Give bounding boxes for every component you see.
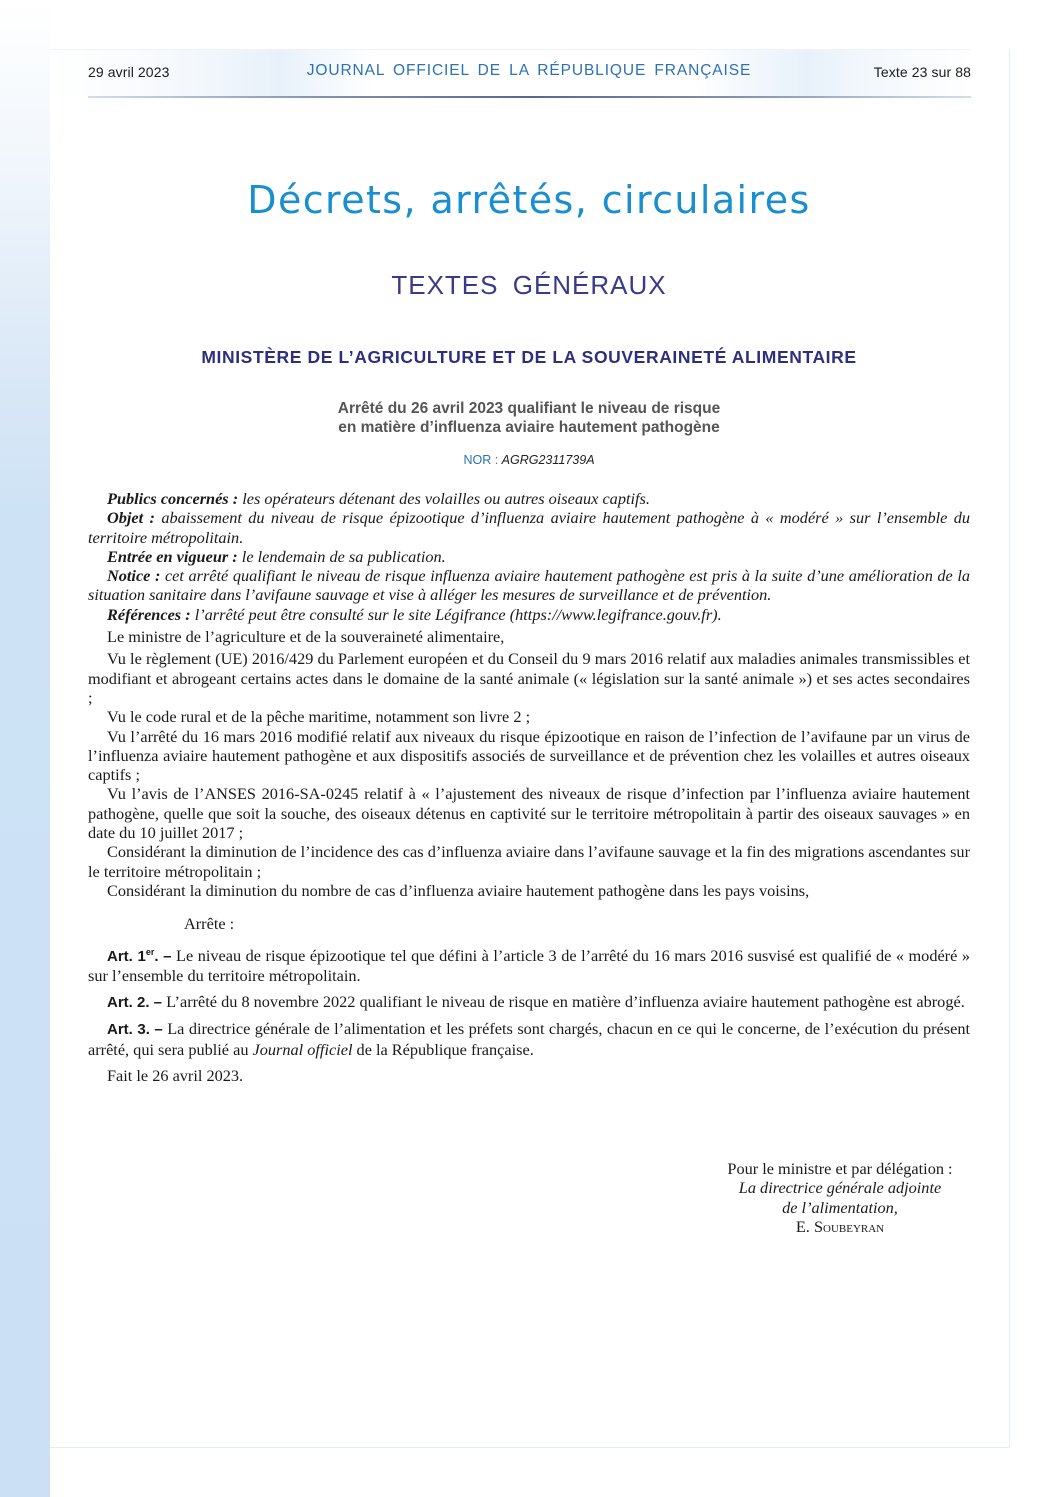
article-1 bbox=[88, 943, 970, 986]
decree-title-line-1: Arrêté du 26 avril 2023 qualifiant le niveau de risque bbox=[337, 400, 721, 417]
nor-reference bbox=[0, 453, 1058, 467]
summary-label: Entrée en vigueur : bbox=[107, 546, 238, 566]
signatory-initial: E. bbox=[795, 1216, 814, 1236]
page-reference: Texte 23 sur 88 bbox=[873, 64, 971, 80]
signature-line-1: Pour le ministre et par délégation : bbox=[727, 1159, 953, 1178]
preamble-paragraph: Vu le code rural et de la pêche maritime, notamment son livre 2 ; bbox=[107, 707, 531, 727]
article-label bbox=[107, 948, 171, 965]
sub-title: TEXTES GÉNÉRAUX bbox=[391, 270, 667, 300]
article-2 bbox=[88, 992, 970, 1012]
article-dash: . – bbox=[154, 947, 172, 965]
journal-officiel-italic: Journal officiel bbox=[252, 1039, 353, 1059]
signature-line-2: La directrice générale adjointe bbox=[738, 1178, 942, 1198]
preamble-paragraph: Vu l’avis de l’ANSES 2016-SA-0245 relatif à « l’ajustement des niveaux de risque d’infection par l’influenza aviaire hautement pathogène, quelle que soit la souche, des oiseaux détenus en captivité sur le territoire métropolitain à partir des oiseaux sauvages » en date du 10 juillet 2017 ; bbox=[88, 784, 970, 843]
article-text: L’arrêté du 8 novembre 2022 qualifiant le niveau de risque en matière d’influenza aviaire hautement pathogène est abrogé. bbox=[162, 992, 965, 1012]
header-divider bbox=[88, 96, 971, 98]
left-margin-band bbox=[0, 0, 50, 1497]
summary-item bbox=[88, 566, 970, 605]
summary-text: l’arrêté peut être consulté sur le site Légifrance (https://www.legifrance.gouv.fr). bbox=[190, 604, 722, 624]
decree-title bbox=[0, 399, 1058, 437]
article-text-end: de la République française. bbox=[352, 1039, 534, 1059]
article-dash: . – bbox=[145, 1021, 163, 1039]
preamble-paragraph: Considérant la diminution de l’incidence des cas d’influenza aviaire dans l’avifaune sauvage et la fin des migrations ascendantes sur le territoire métropolitain ; bbox=[88, 842, 970, 881]
ministry-heading: MINISTÈRE DE L’AGRICULTURE ET DE LA SOUVERAINETÉ ALIMENTAIRE bbox=[201, 347, 857, 367]
summary-text: les opérateurs détenant des volailles ou autres oiseaux captifs. bbox=[238, 489, 650, 508]
done-at: Fait le 26 avril 2023. bbox=[107, 1066, 244, 1086]
preamble-paragraph: Vu l’arrêté du 16 mars 2016 modifié relatif aux niveaux du risque épizootique en raison de l’infection de l’avifaune par un virus de l’influenza aviaire hautement pathogène et aux dispositifs associés de surveillance et de prévention chez les volailles et autres oiseaux captifs ; bbox=[88, 726, 970, 785]
article-superscript: er bbox=[145, 946, 155, 957]
summary-item bbox=[88, 547, 970, 566]
summary-text: cet arrêté qualifiant le niveau de risque influenza aviaire hautement pathogène est pris à la suite d’une amélioration de la situation sanitaire dans l’avifaune sauvage et vise à alléger les mesures de surveillance et de prévention. bbox=[88, 566, 970, 605]
journal-title: JOURNAL OFFICIEL DE LA RÉPUBLIQUE FRANÇAISE bbox=[306, 62, 752, 79]
article-label bbox=[107, 1021, 163, 1038]
document-body bbox=[88, 489, 970, 1085]
summary-label: Publics concernés : bbox=[107, 489, 239, 508]
article-number: Art. 3 bbox=[107, 1021, 146, 1039]
publication-date: 29 avril 2023 bbox=[88, 64, 170, 80]
summary-item bbox=[88, 489, 970, 508]
arrete-word: Arrête : bbox=[184, 914, 235, 934]
preamble-paragraph: Considérant la diminution du nombre de cas d’influenza aviaire hautement pathogène dans les pays voisins, bbox=[107, 880, 810, 900]
summary-text: le lendemain de sa publication. bbox=[237, 546, 446, 566]
article-label bbox=[107, 994, 162, 1011]
summary-text: abaissement du niveau de risque épizootique d’influenza aviaire hautement pathogène à « modéré » sur l’ensemble du territoire métropolitain. bbox=[88, 508, 970, 547]
section-title: Décrets, arrêtés, circulaires bbox=[247, 178, 811, 222]
article-text: La directrice générale de l’alimentation et les préfets sont chargés, chacun en ce qui le concerne, de l’exécution du présent arrêté, qui sera publié au bbox=[88, 1019, 971, 1059]
summary-label: Références : bbox=[107, 604, 191, 624]
summary-item bbox=[88, 605, 970, 624]
article-number: Art. 2 bbox=[107, 994, 146, 1012]
signatory-name bbox=[660, 1217, 1020, 1236]
article-dash: . – bbox=[145, 994, 163, 1012]
signatory-surname: Soubeyran bbox=[813, 1216, 885, 1236]
nor-value: AGRG2311739A bbox=[501, 453, 595, 467]
nor-label: NOR : bbox=[463, 453, 502, 467]
preamble-block bbox=[88, 627, 970, 900]
summary-block bbox=[88, 489, 970, 624]
article-text: Le niveau de risque épizootique tel que défini à l’article 3 de l’arrêté du 16 mars 2016 susvisé est qualifié de « modéré » sur l’ensemble du territoire métropolitain. bbox=[88, 945, 971, 985]
preamble-paragraph: Le ministre de l’agriculture et de la souveraineté alimentaire, bbox=[107, 627, 505, 647]
article-3 bbox=[88, 1019, 970, 1059]
signature-line-3: de l’alimentation, bbox=[782, 1197, 898, 1217]
summary-label: Objet : bbox=[107, 508, 155, 528]
signature-block bbox=[660, 1159, 1020, 1236]
article-number: Art. 1 bbox=[107, 947, 146, 965]
decree-title-line-2: en matière d’influenza aviaire hautement pathogène bbox=[338, 419, 720, 436]
preamble-paragraph: Vu le règlement (UE) 2016/429 du Parlement européen et du Conseil du 9 mars 2016 relatif aux maladies animales transmissibles et modifiant et abrogeant certains actes dans le domaine de la santé animale (« législation sur la santé animale ») et ses actes secondaires ; bbox=[88, 649, 970, 707]
summary-label: Notice : bbox=[107, 566, 161, 586]
summary-item bbox=[88, 508, 970, 547]
